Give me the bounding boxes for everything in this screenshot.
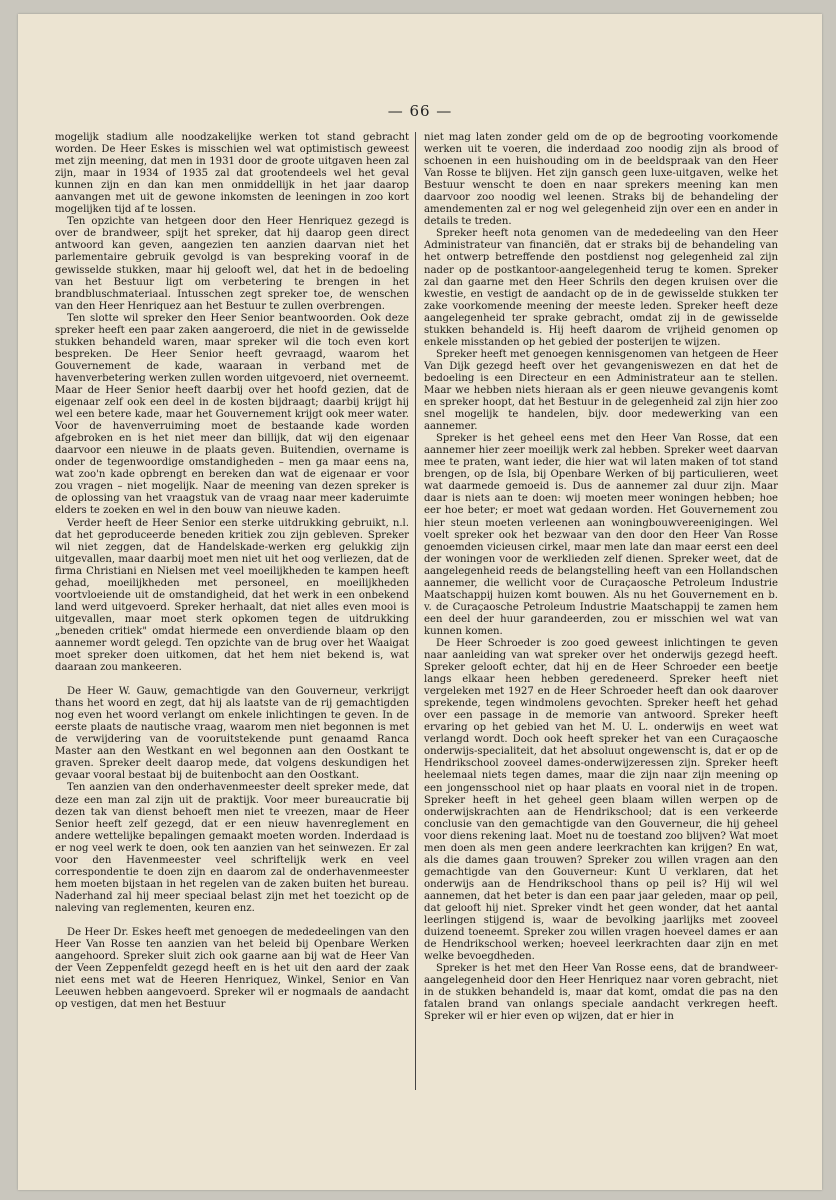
left-column (55, 132, 409, 1011)
paragraph: De Heer W. Gauw, gemachtigde van den Gouverneur, verkrijgt thans het woord en zegt, dat hij als laatste van de rij gemachtigden nog even het woord verlangt om enkele inlichtingen te geven. In de eerste plaats de nautische vraag, waarom men niet begonnen is met de verwijdering van de vooruitstekende punt genaamd Ranca Master aan den Westkant en wel begonnen aan den Oostkant te graven. Spreker deelt daarop mede, dat volgens deskundigen het gevaar vooral bestaat bij de buitenbocht aan den Oostkant. (55, 686, 409, 782)
paragraph: niet mag laten zonder geld om de op de begrooting voorkomende werken uit te voeren, die inderdaad zoo noodig zijn als brood of schoenen in een huishouding om in de beeldspraak van den Heer Van Rosse te blijven. Het zijn gansch geen luxe-uitgaven, welke het Bestuur wenscht te doen en naar sprekers meening kan men daarvoor zoo noodig wel leenen. Straks bij de behandeling der amendementen zal er nog wel gelegenheid zijn over een en ander in details te treden. (424, 132, 778, 228)
paragraph: Ten opzichte van hetgeen door den Heer Henriquez gezegd is over de brandweer, spijt het spreker, dat hij daarop geen direct antwoord kan geven, aangezien ten aanzien daarvan niet het parlementaire gebruik gevolgd is van bespreking vooraf in de gewisselde stukken, maar hij gelooft wel, dat het in de bedoeling van het Bestuur ligt om verbetering te brengen in het brandbluschmateriaal. Intusschen zegt spreker toe, de wenschen van den Heer Henriquez aan het Bestuur te zullen overbrengen. (55, 216, 409, 312)
document-page (18, 14, 822, 1190)
paragraph: Spreker is het geheel eens met den Heer Van Rosse, dat een aannemer hier zeer moeilijk werk zal hebben. Spreker weet daarvan mee te praten, want ieder, die hier wat wil laten maken of tot stand brengen, op de Isla, bij Openbare Werken of bij particulieren, weet wat daarmede gemoeid is. Dus de aannemer zal duur zijn. Maar daar is niets aan te doen: wij moeten meer woningen hebben; hoe eer hoe beter; er moet wat gedaan worden. Het Gouvernement zou hier steun moeten verleenen aan woningbouwvereenigingen. Wel voelt spreker ook het bezwaar van den door den Heer Van Rosse genoemden vicieusen cirkel, maar men late dan maar eerst een deel der woningen voor de werklieden zelf dienen. Spreker weet, dat de aangelegenheid reeds de belangstelling heeft van een Hollandschen aannemer, die wellicht voor de Curaçaosche Petroleum Industrie Maatschappij huizen komt bouwen. Als nu het Gouvernement en b. v. de Curaçaosche Petroleum Industrie Maatschappij te zamen hem een deel der huur garandeerden, zou er misschien wel wat van kunnen komen. (424, 433, 778, 637)
paragraph: Ten slotte wil spreker den Heer Senior beantwoorden. Ook deze spreker heeft een paar zaken aangeroerd, die niet in de gewisselde stukken behandeld waren, maar spreker wil die toch even kort bespreken. De Heer Senior heeft gevraagd, waarom het Gouvernement de kade, waaraan in verband met de havenverbetering werken zullen worden uitgevoerd, niet overneemt. Maar de Heer Senior heeft daarbij over het hoofd gezien, dat de eigenaar zelf ook een deel in de kosten bijdraagt; daarbij krijgt hij wel een betere kade, maar het Gouvernement krijgt ook meer water. Voor de havenverruiming moet de bestaande kade worden afgebroken en is het niet meer dan billijk, dat wij den eigenaar daarvoor een nieuwe in de plaats geven. Buitendien, overname is onder de tegenwoordige omstandigheden – men ga maar eens na, wat zoo'n kade opbrengt en bereken dan wat de eigenaar er voor zou vragen – niet mogelijk. Naar de meening van dezen spreker is de oplossing van het vraagstuk van de vraag naar meer kaderuimte elders te zoeken en wel in den bouw van nieuwe kaden. (55, 312, 409, 517)
paragraph: De Heer Dr. Eskes heeft met genoegen de mededeelingen van den Heer Van Rosse ten aanzien van het beleid bij Openbare Werken aangehoord. Spreker sluit zich ook gaarne aan bij wat de Heer Van der Veen Zeppenfeldt gezegd heeft en is het uit den aard der zaak niet eens met wat de Heeren Henriquez, Winkel, Senior en Van Leeuwen hebben aangevoerd. Spreker wil er nogmaals de aandacht op vestigen, dat men het Bestuur (55, 927, 409, 1011)
paragraph: De Heer Schroeder is zoo goed geweest inlichtingen te geven naar aanleiding van wat spreker over het onderwijs gezegd heeft. Spreker gelooft echter, dat hij en de Heer Schroeder een beetje langs elkaar heen hebben geredeneerd. Spreker heeft niet vergeleken met 1927 en de Heer Schroeder heeft dan ook daarover sprekende, tegen windmolens gevochten. Spreker heeft het gehad over een passage in de memorie van antwoord. Spreker heeft ervaring op het gebied van het M. U. L. onderwijs en weet wat verlangd wordt. Doch ook heeft spreker het van een Curaçaosche onderwijs-specialiteit, dat het absoluut ongewenscht is, dat er op de Hendrikschool zooveel dames-onderwijzeressen zijn. Spreker heeft heelemaal niets tegen dames, maar die zijn naar zijn meening op een jongensschool niet op haar plaats en vooral niet in de tropen. Spreker heeft in het geheel geen blaam willen werpen op de onderwijskrachten aan de Hendrikschool; dat is een verkeerde conclusie van den gemachtigde van den Gouverneur, die hij geheel voor diens rekening laat. Moet nu de toestand zoo blijven? Wat moet men doen als men geen andere leerkrachten kan krijgen? En wat, als die dames gaan trouwen? Spreker zou willen vragen aan den gemachtigde van den Gouverneur: Kunt U verklaren, dat het onderwijs aan de Hendrikschool thans op peil is? Hij wil wel aannemen, dat het beter is dan een paar jaar geleden, maar op peil, dat gelooft hij niet. Spreker vindt het geen wonder, dat het aantal leerlingen stijgend is, waar de bevolking jaarlijks met zooveel duizend toeneemt. Spreker zou willen vragen hoeveel dames er aan de Hendrikschool werken; hoeveel leerkrachten daar zijn en met welke bevoegdheden. (424, 637, 778, 963)
right-column (424, 132, 778, 1023)
paragraph: Verder heeft de Heer Senior een sterke uitdrukking gebruikt, n.l. dat het geproduceerde beneden kritiek zou zijn gebleven. Spreker wil niet zeggen, dat de Handelskade-werken erg gelukkig zijn uitgevallen, maar daarbij moet men niet uit het oog verliezen, dat de firma Christiani en Nielsen met veel moeilijkheden te kampen heeft gehad, moeilijkheden met personeel, en moeilijkheden voortvloeiende uit de omstandigheid, dat het werk in een onbekend land werd uitgevoerd. Spreker herhaalt, dat niet alles even mooi is uitgevallen, maar moet sterk opkomen tegen de uitdrukking „beneden critiek" omdat hiermede een onverdiende blaam op den aannemer wordt gelegd. Ten opzichte van de brug over het Waaigat moet spreker doen uitkomen, dat het hem niet bekend is, wat daaraan zou mankeeren. (55, 517, 409, 674)
paragraph: Spreker is het met den Heer Van Rosse eens, dat de brandweer-aangelegenheid door den Heer Henriquez naar voren gebracht, niet in de stukken behandeld is, maar dat komt, omdat die pas na den fatalen brand van onlangs speciale aandacht verkregen heeft. Spreker wil er hier even op wijzen, dat er hier in (424, 963, 778, 1023)
column-divider (415, 132, 416, 1090)
paragraph: mogelijk stadium alle noodzakelijke werken tot stand gebracht worden. De Heer Eskes is misschien wel wat optimistisch geweest met zijn meening, dat men in 1931 door de groote uitgaven heen zal zijn, maar in 1934 of 1935 zal dat grootendeels wel het geval kunnen zijn en dan kan men onmiddellijk in het jaar daarop aanvangen met uit de gewone inkomsten de leeningen in zoo kort mogelijken tijd af te lossen. (55, 132, 409, 216)
page-number: — 66 — (387, 102, 453, 120)
paragraph: Spreker heeft met genoegen kennisgenomen van hetgeen de Heer Van Dijk gezegd heeft over het gevangeniswezen en dat het de bedoeling is een Directeur en een Administrateur aan te stellen. Maar we hebben niets hieraan als er geen nieuwe gevangenis komt en spreker hoopt, dat het Bestuur in de gelegenheid zal zijn hier zoo snel mogelijk te handelen, bijv. door medewerking van een aannemer. (424, 348, 778, 433)
paragraph: Ten aanzien van den onderhavenmeester deelt spreker mede, dat deze een man zal zijn uit de praktijk. Voor meer bureaucratie bij dezen tak van dienst behoeft men niet te vreezen, maar de Heer Senior heeft zelf gezegd, dat er een nieuw havenreglement en andere wettelijke bepalingen gemaakt moeten worden. Inderdaad is er nog veel werk te doen, ook ten aanzien van het seinwezen. Er zal voor den Havenmeester veel schriftelijk werk en veel correspondentie te doen zijn en daarom zal de onderhavenmeester hem moeten bijstaan in het regelen van de zaken buiten het bureau. Naderhand zal hij meer speciaal belast zijn met het toezicht op de naleving van reglementen, keuren enz. (55, 782, 409, 914)
paragraph: Spreker heeft nota genomen van de mededeeling van den Heer Administrateur van financiën, dat er straks bij de behandeling van het ontwerp betreffende den postdienst nog gelegenheid zal zijn nader op de postkantoor-aangelegenheid terug te komen. Spreker zal dan gaarne met den Heer Schrils den degen kruisen over die kwestie, en vestigt de aandacht op de in de gewisselde stukken ter zake voorkomende meening der meeste leden. Spreker heeft deze aangelegenheid ter sprake gebracht, omdat zij in de gewisselde stukken behandeld is. Hij heeft daarom de vrijheid genomen op enkele misstanden op het gebied der posterijen te wijzen. (424, 228, 778, 348)
